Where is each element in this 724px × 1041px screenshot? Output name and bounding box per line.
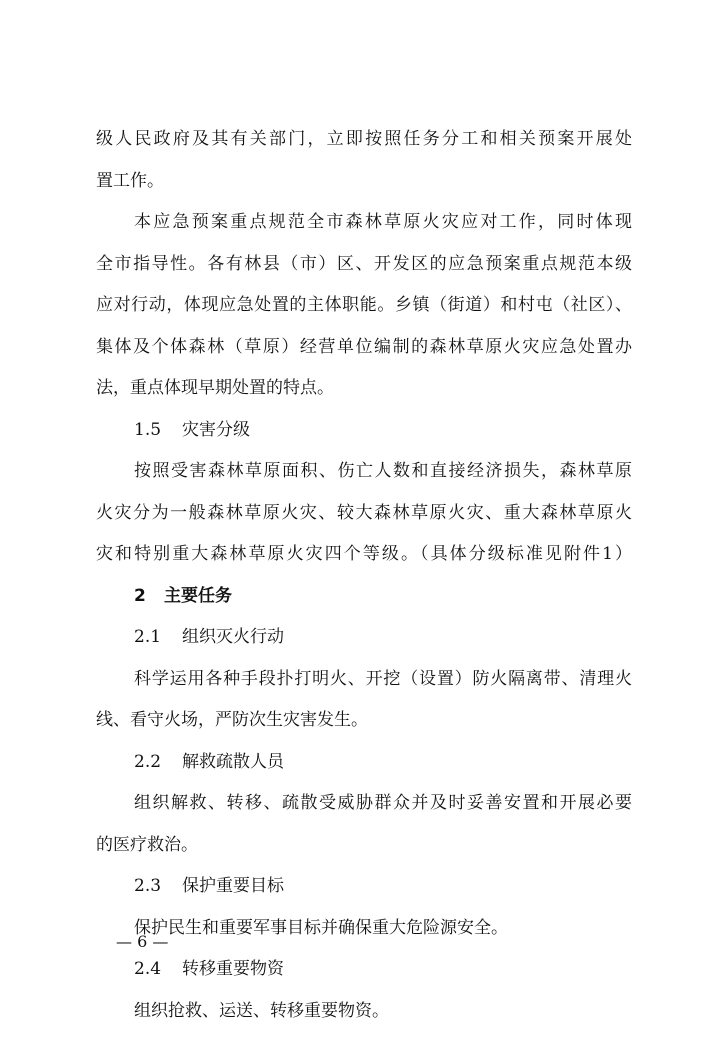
section-title: 转移重要物资 [182,959,284,979]
section-number: 2.1 [134,627,162,647]
section-number: 2.3 [134,876,162,896]
section-title: 主要任务 [164,585,232,606]
body-text-line: 级人民政府及其有关部门，立即按照任务分工和相关预案开展处 [96,129,632,149]
section-title: 解救疏散人员 [182,751,284,772]
body-text-line: 线、看守火场，严防次生灾害发生。 [96,710,368,730]
section-number: 2.4 [134,959,162,979]
body-text-line: 保护民生和重要军事目标并确保重大危险源安全。 [134,917,508,938]
body-text-line: 本应急预案重点规范全市森林草原火灾应对工作，同时体现 [134,212,632,232]
section-heading-2-4 [96,958,632,980]
body-text-line: 灾和特别重大森林草原火灾四个等级。（具体分级标准见附件1） [96,544,632,564]
section-number: 1.5 [134,419,162,440]
section-heading-2-2 [96,751,632,773]
body-text-line: 置工作。 [96,170,164,191]
body-text-line: 组织解救、转移、疏散受威胁群众并及时妥善安置和开展必要 [134,793,632,813]
document-body [96,128,632,1041]
section-number: 2 [134,585,146,606]
section-title: 组织灭火行动 [182,627,284,647]
page-number: — 6 — [116,932,169,951]
section-heading-1-5 [96,419,632,441]
section-heading-2 [96,585,632,607]
body-text-line: 法，重点体现早期处置的特点。 [96,378,334,398]
body-text-line: 组织抢救、运送、转移重要物资。 [134,1000,389,1021]
section-title: 灾害分级 [182,419,250,440]
body-text-line: 按照受害森林草原面积、伤亡人数和直接经济损失，森林草原 [134,461,632,481]
section-heading-2-1 [96,626,632,648]
section-heading-2-3 [96,875,632,897]
body-text-line: 集体及个体森林（草原）经营单位编制的森林草原火灾应急处置办 [96,336,632,357]
body-text-line: 全市指导性。各有林县（市）区、开发区的应急预案重点规范本级 [96,253,632,274]
section-title: 保护重要目标 [182,876,284,896]
section-number: 2.2 [134,751,162,772]
body-text-line: 应对行动，体现应急处置的主体职能。乡镇（街道）和村屯（社区）、 [96,295,632,315]
body-text-line: 的医疗救治。 [96,834,198,855]
body-text-line: 科学运用各种手段扑打明火、开挖（设置）防火隔离带、清理火 [134,668,632,689]
body-text-line: 火灾分为一般森林草原火灾、较大森林草原火灾、重大森林草原火 [96,502,632,523]
